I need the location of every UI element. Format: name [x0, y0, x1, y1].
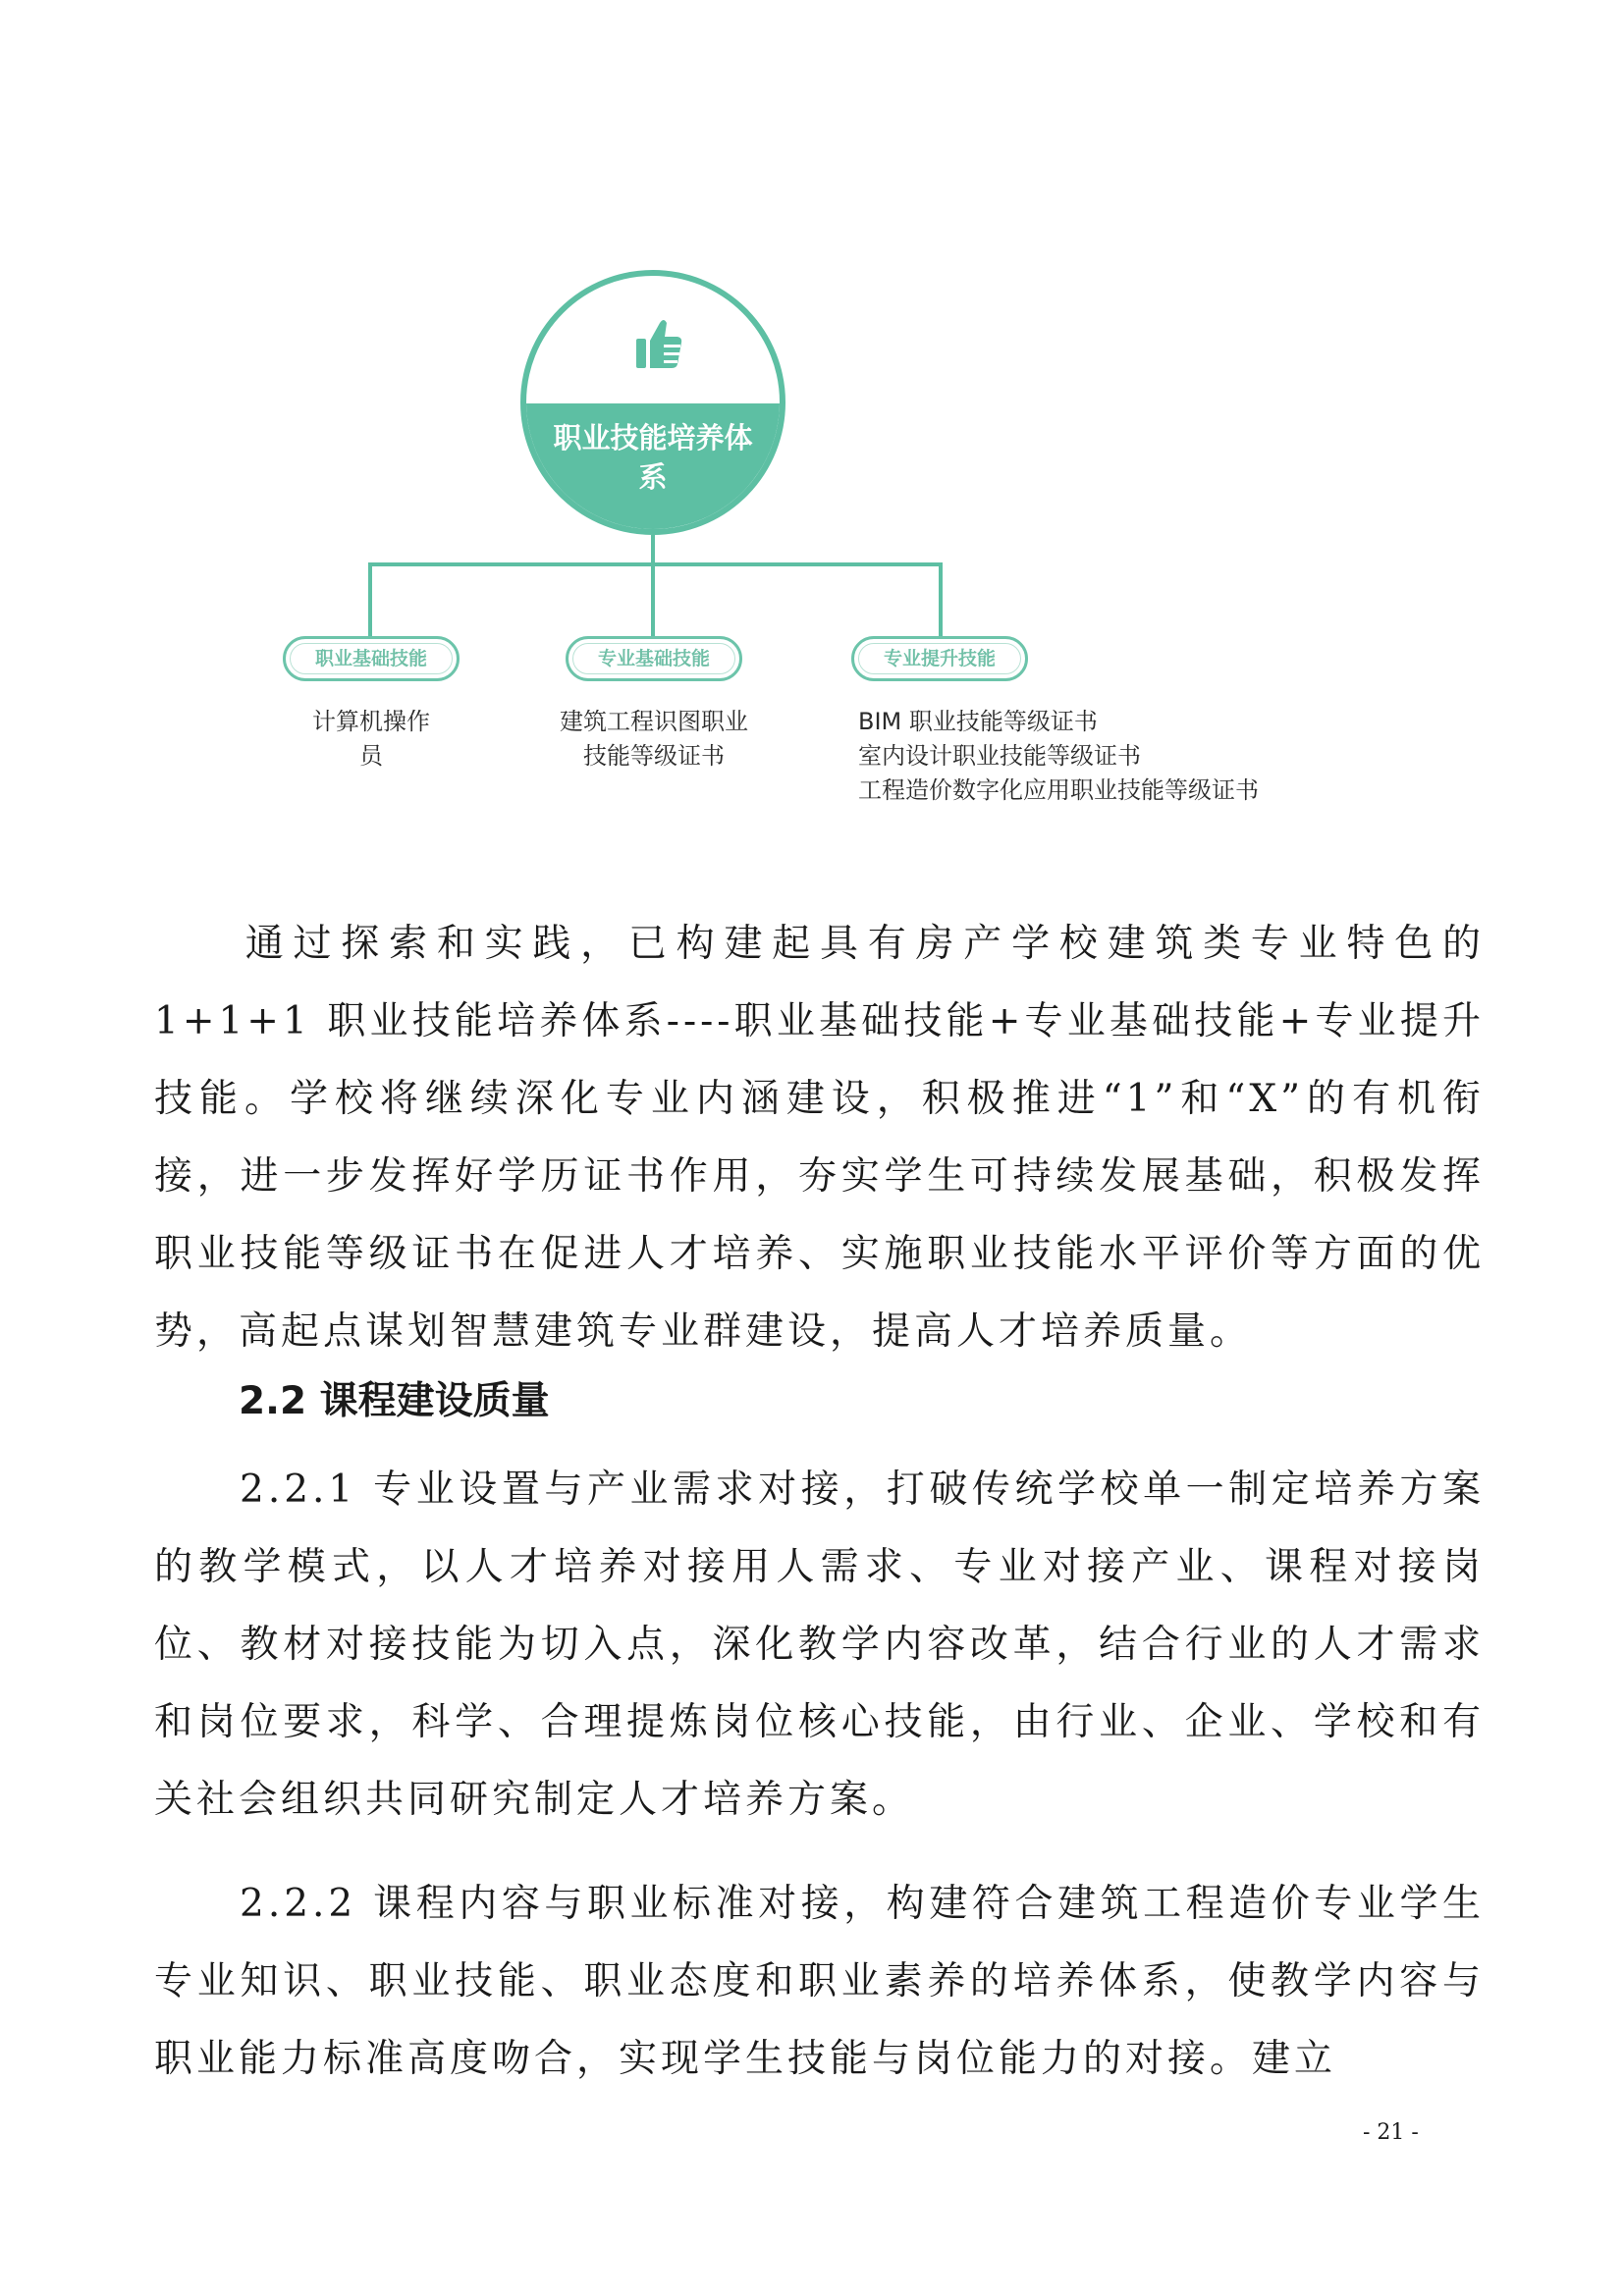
leaf-professional-basic — [525, 705, 783, 774]
thumbs-up-icon — [634, 317, 683, 372]
section-heading: 2.2 课程建设质量 — [239, 1379, 550, 1423]
root-title-line: 职业技能培养体 — [553, 421, 753, 454]
leaf-line: 计算机操作 — [312, 708, 430, 735]
leaf-line: 工程造价数字化应用职业技能等级证书 — [858, 776, 1259, 804]
paragraph-2-2-2 — [154, 1865, 1485, 2098]
connector-middle — [651, 562, 655, 637]
pill-label: 专业基础技能 — [597, 648, 710, 669]
leaf-line: 建筑工程识图职业 — [560, 708, 748, 735]
leaf-professional-advanced — [858, 705, 1369, 808]
leaf-line: 员 — [359, 742, 383, 770]
pill-vocational-basic — [283, 636, 460, 681]
connector-horizontal — [368, 562, 943, 566]
connector-left — [368, 562, 372, 637]
pill-label: 职业基础技能 — [314, 648, 427, 669]
root-node — [520, 270, 785, 535]
pill-inner-border — [290, 643, 453, 674]
pill-label: 专业提升技能 — [883, 648, 996, 669]
pill-professional-basic — [566, 636, 742, 681]
pill-inner-border — [858, 643, 1021, 674]
leaf-line: 室内设计职业技能等级证书 — [858, 742, 1141, 770]
paragraph-text: 2.2.2 课程内容与职业标准对接，构建符合建筑工程造价专业学生专业知识、职业技能、职业态度和职业素养的培养体系，使教学内容与职业能力标准高度吻合，实现学生技能与岗位能力的对接。建立 — [154, 1882, 1485, 2081]
root-title-line: 系 — [638, 460, 668, 494]
leaf-line: BIM 职业技能等级证书 — [858, 708, 1098, 735]
root-title — [532, 418, 774, 497]
paragraph-skill-system — [154, 905, 1485, 1370]
paragraph-2-2-1 — [154, 1451, 1485, 1839]
paragraph-text: 通过探索和实践，已构建起具有房产学校建筑类专业特色的1+1+1 职业技能培养体系----职业基础技能+专业基础技能+专业提升技能。学校将继续深化专业内涵建设，积极推进“1”和“X”的有机衔接，进一步发挥好学历证书作用，夯实学生可持续发展基础，积极发挥职业技能等级证书在促进人才培养、实施职业技能水平评价等方面的优势，高起点谋划智慧建筑专业群建设，提高人才培养质量。 — [154, 922, 1485, 1354]
skill-system-diagram — [0, 0, 1624, 844]
leaf-line: 技能等级证书 — [583, 742, 725, 770]
leaf-vocational-basic — [273, 705, 469, 774]
connector-right — [939, 562, 943, 637]
paragraph-text: 2.2.1 专业设置与产业需求对接，打破传统学校单一制定培养方案的教学模式，以人才培养对接用人需求、专业对接产业、课程对接岗位、教材对接技能为切入点，深化教学内容改革，结合行业的人才需求和岗位要求，科学、合理提炼岗位核心技能，由行业、企业、学校和有关社会组织共同研究制定人才培养方案。 — [154, 1468, 1485, 1822]
pill-inner-border — [572, 643, 735, 674]
page-number: - 21 - — [1363, 2120, 1419, 2145]
pill-professional-advanced — [851, 636, 1028, 681]
